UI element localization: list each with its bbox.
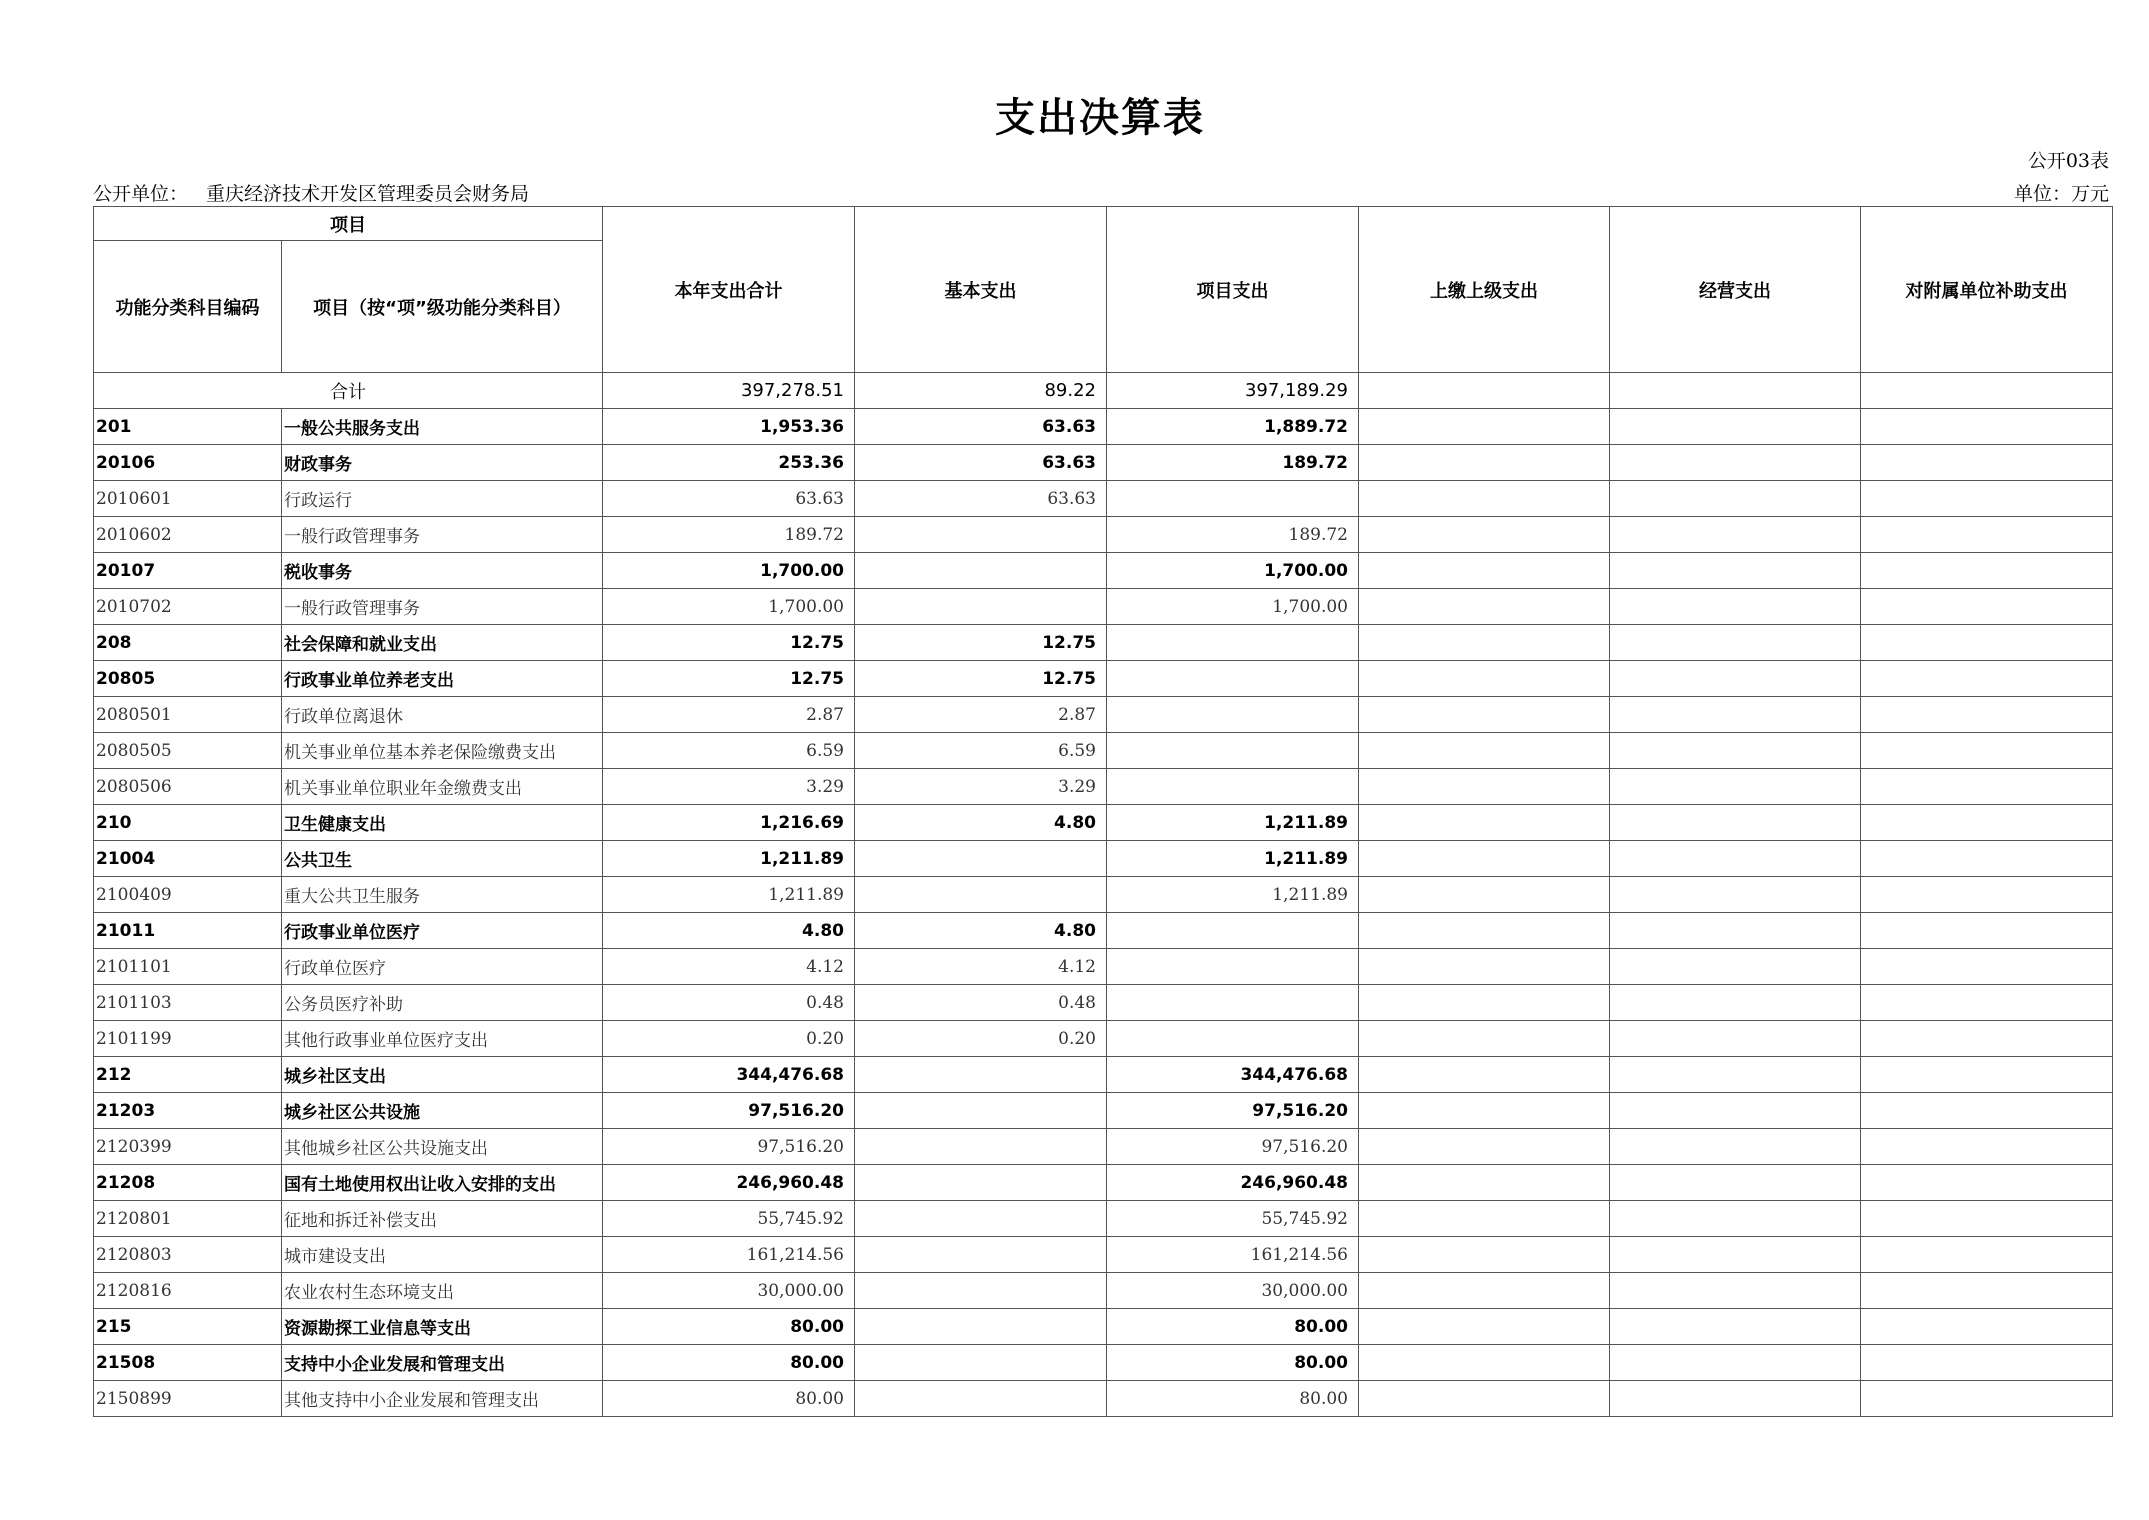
table-row (94, 1201, 2113, 1237)
row-value (1861, 1093, 2113, 1129)
row-value: 4.80 (603, 913, 855, 949)
row-value (1610, 913, 1861, 949)
row-value (1359, 949, 1610, 985)
row-name: 其他行政事业单位医疗支出 (282, 1021, 603, 1057)
row-value: 97,516.20 (603, 1093, 855, 1129)
row-value: 80.00 (1107, 1345, 1359, 1381)
row-value (1861, 1381, 2113, 1417)
header-col-total: 本年支出合计 (603, 207, 855, 373)
row-value (855, 1237, 1107, 1273)
expenditure-table (93, 206, 2113, 1417)
row-code: 21208 (94, 1165, 282, 1201)
row-value (1610, 661, 1861, 697)
row-value (1359, 1165, 1610, 1201)
row-name: 国有土地使用权出让收入安排的支出 (282, 1165, 603, 1201)
row-value (1861, 1273, 2113, 1309)
row-value: 161,214.56 (1107, 1237, 1359, 1273)
row-value (1107, 913, 1359, 949)
table-row (94, 1309, 2113, 1345)
row-value: 4.80 (855, 805, 1107, 841)
row-value (855, 1381, 1107, 1417)
row-code: 2080505 (94, 733, 282, 769)
row-value (1861, 409, 2113, 445)
row-name: 一般行政管理事务 (282, 517, 603, 553)
row-value: 0.20 (855, 1021, 1107, 1057)
row-code: 2101101 (94, 949, 282, 985)
table-row (94, 805, 2113, 841)
header-col-project: 项目支出 (1107, 207, 1359, 373)
row-value (1359, 1021, 1610, 1057)
table-row (94, 661, 2113, 697)
row-value (1359, 841, 1610, 877)
table-row (94, 769, 2113, 805)
row-value: 6.59 (603, 733, 855, 769)
header-col-operating: 经营支出 (1610, 207, 1861, 373)
row-value: 1,700.00 (603, 589, 855, 625)
row-value (855, 1129, 1107, 1165)
table-row (94, 1021, 2113, 1057)
header-name: 项目（按“项”级功能分类科目） (282, 241, 603, 373)
table-row (94, 697, 2113, 733)
row-name: 城乡社区支出 (282, 1057, 603, 1093)
row-value: 12.75 (855, 661, 1107, 697)
row-value (1359, 553, 1610, 589)
row-value (1359, 805, 1610, 841)
table-row (94, 733, 2113, 769)
total-label: 合计 (94, 373, 603, 409)
row-code: 21203 (94, 1093, 282, 1129)
row-code: 201 (94, 409, 282, 445)
row-value (1610, 1165, 1861, 1201)
row-value: 4.12 (855, 949, 1107, 985)
row-code: 2080506 (94, 769, 282, 805)
row-value (1359, 1057, 1610, 1093)
header-col-remit-upper: 上缴上级支出 (1359, 207, 1610, 373)
row-value: 97,516.20 (603, 1129, 855, 1165)
row-name: 行政单位离退休 (282, 697, 603, 733)
row-value (855, 841, 1107, 877)
row-value: 4.80 (855, 913, 1107, 949)
row-value (1610, 805, 1861, 841)
row-value: 161,214.56 (603, 1237, 855, 1273)
row-value (1861, 877, 2113, 913)
row-value (1107, 733, 1359, 769)
row-code: 20805 (94, 661, 282, 697)
row-value: 0.20 (603, 1021, 855, 1057)
row-name: 重大公共卫生服务 (282, 877, 603, 913)
row-value (1861, 913, 2113, 949)
row-value (1359, 1273, 1610, 1309)
row-value (1861, 1237, 2113, 1273)
row-value (1359, 697, 1610, 733)
row-value (855, 1309, 1107, 1345)
table-row (94, 985, 2113, 1021)
row-value (1359, 1129, 1610, 1165)
row-value (1861, 1129, 2113, 1165)
row-value: 246,960.48 (1107, 1165, 1359, 1201)
row-value (1610, 625, 1861, 661)
row-value: 189.72 (603, 517, 855, 553)
row-value (1610, 1057, 1861, 1093)
row-value (1359, 481, 1610, 517)
row-value: 80.00 (1107, 1309, 1359, 1345)
row-code: 208 (94, 625, 282, 661)
row-value (1359, 445, 1610, 481)
row-code: 2010601 (94, 481, 282, 517)
row-name: 公务员医疗补助 (282, 985, 603, 1021)
row-value (1610, 1381, 1861, 1417)
row-name: 公共卫生 (282, 841, 603, 877)
row-value (1861, 445, 2113, 481)
table-row (94, 913, 2113, 949)
row-value: 63.63 (603, 481, 855, 517)
row-name: 税收事务 (282, 553, 603, 589)
row-value (1359, 733, 1610, 769)
row-value (1610, 1345, 1861, 1381)
row-value: 1,211.89 (1107, 877, 1359, 913)
table-row (94, 1345, 2113, 1381)
row-value (1359, 625, 1610, 661)
row-value: 1,211.89 (603, 841, 855, 877)
table-row (94, 445, 2113, 481)
row-name: 机关事业单位基本养老保险缴费支出 (282, 733, 603, 769)
row-value (1861, 805, 2113, 841)
row-value (1359, 517, 1610, 553)
row-name: 其他支持中小企业发展和管理支出 (282, 1381, 603, 1417)
total-cell: 397,278.51 (603, 373, 855, 409)
row-name: 行政单位医疗 (282, 949, 603, 985)
row-value: 63.63 (855, 481, 1107, 517)
row-value: 80.00 (603, 1345, 855, 1381)
header-code: 功能分类科目编码 (94, 241, 282, 373)
row-code: 20106 (94, 445, 282, 481)
row-value: 12.75 (855, 625, 1107, 661)
row-value (855, 1201, 1107, 1237)
table-row (94, 553, 2113, 589)
row-value (855, 1057, 1107, 1093)
row-value (1610, 697, 1861, 733)
row-value (1861, 985, 2113, 1021)
table-row (94, 409, 2113, 445)
row-value: 97,516.20 (1107, 1129, 1359, 1165)
row-code: 2010702 (94, 589, 282, 625)
row-value (1861, 661, 2113, 697)
row-value (1107, 697, 1359, 733)
table-row (94, 481, 2113, 517)
row-value (1610, 1201, 1861, 1237)
table-row (94, 1093, 2113, 1129)
row-value: 63.63 (855, 445, 1107, 481)
row-value: 2.87 (855, 697, 1107, 733)
row-code: 215 (94, 1309, 282, 1345)
row-code: 2120801 (94, 1201, 282, 1237)
row-value (1610, 1093, 1861, 1129)
row-value (855, 517, 1107, 553)
row-value (1359, 409, 1610, 445)
row-value (1861, 1057, 2113, 1093)
row-code: 2120803 (94, 1237, 282, 1273)
unit-name: 重庆经济技术开发区管理委员会财务局 (206, 183, 530, 205)
row-value (1861, 517, 2113, 553)
row-value (1359, 1093, 1610, 1129)
table-row (94, 517, 2113, 553)
row-value (1610, 1129, 1861, 1165)
row-value (1610, 1273, 1861, 1309)
row-value (1861, 1201, 2113, 1237)
row-value: 80.00 (1107, 1381, 1359, 1417)
table-row (94, 625, 2113, 661)
row-value (1610, 517, 1861, 553)
row-name: 征地和拆迁补偿支出 (282, 1201, 603, 1237)
row-value: 12.75 (603, 661, 855, 697)
table-row (94, 589, 2113, 625)
header-col-subsidiary-subsidy: 对附属单位补助支出 (1861, 207, 2113, 373)
row-value (1610, 985, 1861, 1021)
row-value (1861, 589, 2113, 625)
row-value (1610, 841, 1861, 877)
form-number: 公开03表 (2027, 150, 2109, 172)
table-row (94, 1273, 2113, 1309)
row-value: 1,211.89 (1107, 805, 1359, 841)
row-value (855, 877, 1107, 913)
row-value (1861, 697, 2113, 733)
row-value: 344,476.68 (603, 1057, 855, 1093)
table-row (94, 877, 2113, 913)
row-value: 30,000.00 (603, 1273, 855, 1309)
row-code: 20107 (94, 553, 282, 589)
row-value (1359, 1345, 1610, 1381)
table-row (94, 1165, 2113, 1201)
row-code: 210 (94, 805, 282, 841)
table-row (94, 949, 2113, 985)
header-col-basic: 基本支出 (855, 207, 1107, 373)
row-value (1610, 733, 1861, 769)
row-value (1610, 769, 1861, 805)
row-code: 2010602 (94, 517, 282, 553)
row-value (1610, 481, 1861, 517)
row-name: 社会保障和就业支出 (282, 625, 603, 661)
table-row (94, 841, 2113, 877)
row-name: 农业农村生态环境支出 (282, 1273, 603, 1309)
row-value: 55,745.92 (1107, 1201, 1359, 1237)
row-value: 2.87 (603, 697, 855, 733)
row-value: 1,700.00 (1107, 589, 1359, 625)
row-value (1359, 985, 1610, 1021)
row-name: 资源勘探工业信息等支出 (282, 1309, 603, 1345)
row-name: 卫生健康支出 (282, 805, 603, 841)
row-name: 城市建设支出 (282, 1237, 603, 1273)
row-value (1610, 1237, 1861, 1273)
table-row (94, 1129, 2113, 1165)
row-value (855, 553, 1107, 589)
table-row (94, 1381, 2113, 1417)
row-value (1107, 949, 1359, 985)
row-value (1359, 1381, 1610, 1417)
row-value: 55,745.92 (603, 1201, 855, 1237)
row-name: 城乡社区公共设施 (282, 1093, 603, 1129)
total-cell (1610, 373, 1861, 409)
row-value (1359, 589, 1610, 625)
row-value (1359, 1309, 1610, 1345)
row-value: 80.00 (603, 1309, 855, 1345)
row-code: 2100409 (94, 877, 282, 913)
money-unit: 单位：万元 (2013, 183, 2109, 205)
row-value (1107, 985, 1359, 1021)
total-row (94, 373, 2113, 409)
row-name: 行政运行 (282, 481, 603, 517)
row-value (1107, 769, 1359, 805)
page-title: 支出决算表 (995, 95, 1205, 141)
row-code: 2080501 (94, 697, 282, 733)
row-value (1610, 1309, 1861, 1345)
total-cell (1861, 373, 2113, 409)
row-value (1861, 949, 2113, 985)
row-code: 212 (94, 1057, 282, 1093)
row-value (1861, 553, 2113, 589)
row-code: 2150899 (94, 1381, 282, 1417)
row-value: 1,889.72 (1107, 409, 1359, 445)
row-value: 6.59 (855, 733, 1107, 769)
row-name: 一般行政管理事务 (282, 589, 603, 625)
header-item: 项目 (94, 207, 603, 241)
row-value (855, 1165, 1107, 1201)
row-value: 3.29 (603, 769, 855, 805)
row-value (1861, 1021, 2113, 1057)
row-value (1359, 913, 1610, 949)
row-name: 其他城乡社区公共设施支出 (282, 1129, 603, 1165)
total-cell (1359, 373, 1610, 409)
row-value (1107, 625, 1359, 661)
row-value (1359, 1201, 1610, 1237)
row-value: 0.48 (855, 985, 1107, 1021)
row-value (1107, 481, 1359, 517)
row-value: 3.29 (855, 769, 1107, 805)
row-value (1610, 877, 1861, 913)
row-value: 1,211.89 (1107, 841, 1359, 877)
total-cell: 397,189.29 (1107, 373, 1359, 409)
row-value: 1,211.89 (603, 877, 855, 913)
reporting-unit (93, 179, 529, 206)
row-value: 1,700.00 (1107, 553, 1359, 589)
row-name: 支持中小企业发展和管理支出 (282, 1345, 603, 1381)
row-value (1359, 1237, 1610, 1273)
row-value (1359, 661, 1610, 697)
row-value (1610, 409, 1861, 445)
row-value (1861, 1165, 2113, 1201)
row-value: 189.72 (1107, 445, 1359, 481)
row-value (1107, 1021, 1359, 1057)
row-code: 21011 (94, 913, 282, 949)
row-value: 253.36 (603, 445, 855, 481)
unit-label: 公开单位： (93, 183, 189, 205)
row-value: 1,953.36 (603, 409, 855, 445)
row-value: 189.72 (1107, 517, 1359, 553)
row-value (1861, 769, 2113, 805)
row-value (1610, 445, 1861, 481)
row-value (1861, 1309, 2113, 1345)
row-value: 63.63 (855, 409, 1107, 445)
row-value (1861, 841, 2113, 877)
row-code: 2101199 (94, 1021, 282, 1057)
row-code: 21508 (94, 1345, 282, 1381)
row-value (1610, 553, 1861, 589)
row-code: 2120399 (94, 1129, 282, 1165)
row-value (855, 1345, 1107, 1381)
table-row (94, 1057, 2113, 1093)
row-value: 344,476.68 (1107, 1057, 1359, 1093)
row-name: 行政事业单位医疗 (282, 913, 603, 949)
row-value (1610, 589, 1861, 625)
row-value: 246,960.48 (603, 1165, 855, 1201)
row-value (1107, 661, 1359, 697)
row-value (1861, 733, 2113, 769)
row-value (1610, 949, 1861, 985)
row-code: 2101103 (94, 985, 282, 1021)
row-value: 80.00 (603, 1381, 855, 1417)
row-value: 30,000.00 (1107, 1273, 1359, 1309)
total-cell: 89.22 (855, 373, 1107, 409)
row-value (855, 1093, 1107, 1129)
row-value: 1,216.69 (603, 805, 855, 841)
row-value (1861, 481, 2113, 517)
row-value: 12.75 (603, 625, 855, 661)
row-value (1359, 769, 1610, 805)
row-name: 财政事务 (282, 445, 603, 481)
table-row (94, 1237, 2113, 1273)
row-value (1861, 1345, 2113, 1381)
row-value (855, 1273, 1107, 1309)
row-value: 97,516.20 (1107, 1093, 1359, 1129)
row-value (1861, 625, 2113, 661)
row-value (1610, 1021, 1861, 1057)
row-name: 行政事业单位养老支出 (282, 661, 603, 697)
row-name: 机关事业单位职业年金缴费支出 (282, 769, 603, 805)
row-name: 一般公共服务支出 (282, 409, 603, 445)
row-code: 21004 (94, 841, 282, 877)
row-value (1359, 877, 1610, 913)
row-value: 0.48 (603, 985, 855, 1021)
row-value (855, 589, 1107, 625)
row-code: 2120816 (94, 1273, 282, 1309)
row-value: 4.12 (603, 949, 855, 985)
row-value: 1,700.00 (603, 553, 855, 589)
